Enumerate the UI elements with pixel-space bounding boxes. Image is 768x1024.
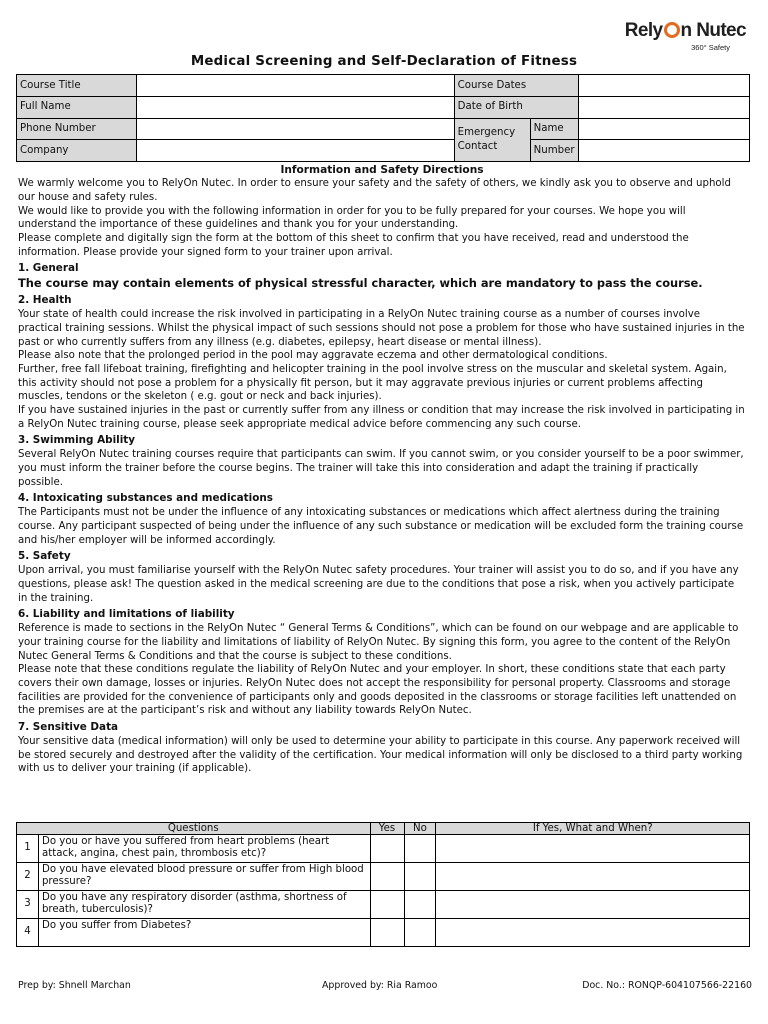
question-text: Do you suffer from Diabetes? <box>38 919 370 947</box>
company-logo <box>616 18 746 56</box>
section-heading-safety: 5. Safety <box>18 550 71 563</box>
intro-paragraph: We warmly welcome you to RelyOn Nutec. In order to ensure your safety and the safety of others, we kindly ask you to observe and uphold our house and safety rules. <box>18 178 731 203</box>
date-of-birth-label: Date of Birth <box>454 96 578 118</box>
health-paragraph: If you have sustained injuries in the past or currently suffer from any illness or condition that may increase the risk involved in participating in a RelyOn Nutec training course, please seek appropriate medical advice before commencing any such course. <box>18 405 745 430</box>
section-heading-sensitive-data: 7. Sensitive Data <box>18 720 119 733</box>
table-row <box>17 835 750 863</box>
participant-details-table <box>16 74 750 162</box>
logo-wordmark <box>625 18 746 43</box>
logo-text-part2: n Nutec <box>680 20 746 41</box>
section-heading-health: 2. Health <box>18 294 72 307</box>
emergency-number-field[interactable] <box>578 140 749 162</box>
intro-paragraph: Please complete and digitally sign the form at the bottom of this sheet to confirm that you have received, read and understood the information. Please provide your signed form to your trainer upon arrival. <box>18 232 689 258</box>
details-field[interactable] <box>436 891 750 919</box>
section-heading-swimming: 3. Swimming Ability <box>18 434 136 447</box>
emergency-contact-label: Emergency Contact <box>454 118 530 162</box>
mandatory-warning: The course may contain elements of physical stressful character, which are mandatory to pass the course. <box>18 276 703 291</box>
yes-checkbox-cell[interactable] <box>370 919 404 947</box>
company-field[interactable] <box>136 140 454 162</box>
logo-text-part1: Rely <box>624 20 663 41</box>
question-text: Do you have any respiratory disorder (asthma, shortness of breath, tuberculosis)? <box>38 891 370 919</box>
table-row <box>17 919 750 947</box>
questions-header-row <box>17 823 750 835</box>
question-number: 1 <box>17 835 39 863</box>
course-title-field[interactable] <box>136 75 454 97</box>
sensitive-data-paragraph: Your sensitive data (medical information) will only be used to determine your ability to participate in this course. Any paperwork received will be stored securely and destroyed after the validity of the certification. Your medical information will only be disclosed to a third party working with us to deliver your training (if applicable). <box>18 735 743 775</box>
details-field[interactable] <box>436 919 750 947</box>
document-footer <box>18 980 752 994</box>
course-dates-field[interactable] <box>578 75 749 97</box>
liability-paragraph: Reference is made to sections in the RelyOn Nutec “ General Terms & Conditions”, which can be found on our webpage and are applicable to your training course for the liability and limitations of liability of RelyOn Nutec. By signing this form, you agree to the content of the RelyOn Nutec General Terms & Conditions and that the course is subject to these conditions. <box>18 623 739 662</box>
question-number: 2 <box>17 863 39 891</box>
logo-o-ring-icon <box>664 22 680 38</box>
safety-paragraph: Upon arrival, you must familiarise yourself with the RelyOn Nutec safety procedures. Your trainer will assist you to do so, and if you have any questions, please ask! The question asked in the medical screening are due to the conditions that pose a risk, when you actively participate in the training. <box>18 565 739 604</box>
emergency-name-field[interactable] <box>578 118 749 140</box>
intro-paragraph: We would like to provide you with the following information in order for you to be fully prepared for your courses. We hope you will understand the importance of these guidelines and thank you for your understanding. <box>18 205 686 231</box>
full-name-field[interactable] <box>136 96 454 118</box>
no-checkbox-cell[interactable] <box>404 891 436 919</box>
no-checkbox-cell[interactable] <box>404 919 436 947</box>
health-paragraph: Further, free fall lifeboat training, firefighting and helicopter training in the pool involve stress on the muscular and skeletal system. Again, this activity should not pose a problem for a physically fit person, but it may aggravate previous injuries or current problems affecting muscles, tendons or the skeleton ( e.g. gout or neck and back injuries). <box>18 364 727 403</box>
details-field[interactable] <box>436 835 750 863</box>
document-number: Doc. No.: RONQP-604107566-22160 <box>582 980 752 991</box>
intoxicating-paragraph: The Participants must not be under the influence of any intoxicating substances or medications which affect alertness during the training course. Any participant suspected of being under the influence of any such substance or medication will be excluded form the training course and his/her employer will be informed accordingly. <box>18 507 744 546</box>
table-row <box>17 863 750 891</box>
date-of-birth-field[interactable] <box>578 96 749 118</box>
if-yes-header: If Yes, What and When? <box>436 823 750 835</box>
section-heading-intoxicating: 4. Intoxicating substances and medications <box>18 492 273 505</box>
emergency-number-label: Number <box>530 140 578 162</box>
yes-header: Yes <box>370 823 404 835</box>
no-checkbox-cell[interactable] <box>404 863 436 891</box>
phone-number-field[interactable] <box>136 118 454 140</box>
prepared-by: Prep by: Shnell Marchan <box>18 980 131 991</box>
swimming-paragraph: Several RelyOn Nutec training courses require that participants can swim. If you cannot swim, or you consider yourself to be a poor swimmer, you must inform the trainer before the course begins. The trainer will take this into consideration and adapt the training if practically possible. <box>18 449 744 488</box>
yes-checkbox-cell[interactable] <box>370 891 404 919</box>
information-content <box>18 163 746 776</box>
table-row <box>17 891 750 919</box>
question-number: 3 <box>17 891 39 919</box>
phone-number-label: Phone Number <box>17 118 137 140</box>
full-name-label: Full Name <box>17 96 137 118</box>
course-title-label: Course Title <box>17 75 137 97</box>
liability-paragraph: Please note that these conditions regulate the liability of RelyOn Nutec and your employer. In short, these conditions state that each party covers their own damage, losses or injuries. RelyOn Nutec does not accept the responsibility for personal property. Classrooms and storage facilities are provided for the convenience of participants only and goods deposited in the classrooms or storage facilities left unattended on the premises are at the participant’s risk and without any liability towards RelyOn Nutec. <box>18 664 737 717</box>
course-dates-label: Course Dates <box>454 75 578 97</box>
section-heading-liability: 6. Liability and limitations of liability <box>18 608 235 621</box>
document-title: Medical Screening and Self-Declaration of Fitness <box>190 54 578 69</box>
no-header: No <box>404 823 436 835</box>
question-text: Do you or have you suffered from heart problems (heart attack, angina, chest pain, thrombosis etc)? <box>38 835 370 863</box>
emergency-name-label: Name <box>530 118 578 140</box>
questions-header: Questions <box>17 823 371 835</box>
details-field[interactable] <box>436 863 750 891</box>
yes-checkbox-cell[interactable] <box>370 863 404 891</box>
company-label: Company <box>17 140 137 162</box>
yes-checkbox-cell[interactable] <box>370 835 404 863</box>
health-paragraph: Your state of health could increase the risk involved in participating in a RelyOn Nutec training course as a number of courses involve practical training sessions. Whilst the physical impact of such sessions should not pose a problem for those who have sustained injuries in the past or who currently suffers from any illness (e.g. diabetes, epilepsy, heart disease or mental illness). <box>18 309 745 348</box>
question-number: 4 <box>17 919 39 947</box>
logo-tagline: 360° Safety <box>691 43 730 52</box>
approved-by: Approved by: Ria Ramoo <box>322 980 438 991</box>
question-text: Do you have elevated blood pressure or suffer from High blood pressure? <box>38 863 370 891</box>
medical-questions-table <box>16 822 750 947</box>
section-heading-general: 1. General <box>18 262 79 275</box>
no-checkbox-cell[interactable] <box>404 835 436 863</box>
information-heading: Information and Safety Directions <box>280 164 484 176</box>
health-paragraph: Please also note that the prolonged period in the pool may aggravate eczema and other dermatological conditions. <box>18 350 608 362</box>
